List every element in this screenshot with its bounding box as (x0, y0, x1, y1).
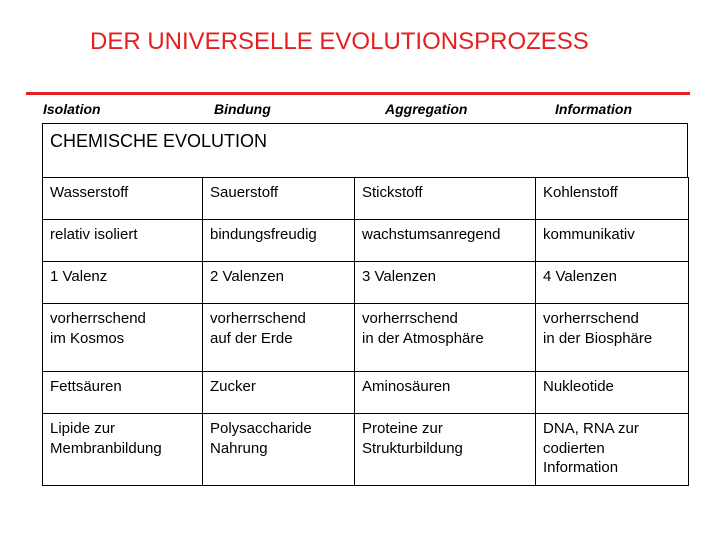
table-cell: Lipide zur Membranbildung (43, 414, 203, 486)
table-cell: Polysaccharide Nahrung (203, 414, 355, 486)
evolution-table (42, 177, 689, 486)
table-cell: DNA, RNA zur codierten Information (536, 414, 689, 486)
table-cell: 2 Valenzen (203, 262, 355, 304)
table-cell: 1 Valenz (43, 262, 203, 304)
table-cell: Sauerstoff (203, 178, 355, 220)
table-cell: 3 Valenzen (355, 262, 536, 304)
table-cell: Zucker (203, 372, 355, 414)
title-divider (26, 92, 690, 95)
table-cell: Nukleotide (536, 372, 689, 414)
table-cell: Proteine zur Strukturbildung (355, 414, 536, 486)
column-header-information: Information (555, 101, 632, 117)
table-cell: Stickstoff (355, 178, 536, 220)
table-row (43, 262, 689, 304)
table-cell: Aminosäuren (355, 372, 536, 414)
table-cell: kommunikativ (536, 220, 689, 262)
table-cell: vorherrschend in der Biosphäre (536, 304, 689, 372)
table-row (43, 220, 689, 262)
table-cell: Wasserstoff (43, 178, 203, 220)
table-cell: Fettsäuren (43, 372, 203, 414)
section-label: CHEMISCHE EVOLUTION (50, 131, 268, 151)
table-cell: Kohlenstoff (536, 178, 689, 220)
table-cell: 4 Valenzen (536, 262, 689, 304)
table-cell: bindungsfreudig (203, 220, 355, 262)
column-header-aggregation: Aggregation (385, 101, 468, 117)
column-header-bindung: Bindung (214, 101, 271, 117)
table-cell: vorherrschend in der Atmosphäre (355, 304, 536, 372)
table-row (43, 414, 689, 486)
table-cell: relativ isoliert (43, 220, 203, 262)
table-cell: vorherrschend auf der Erde (203, 304, 355, 372)
table-row (43, 372, 689, 414)
table-row (43, 304, 689, 372)
slide-title: DER UNIVERSELLE EVOLUTIONSPROZESS (90, 28, 589, 55)
column-header-isolation: Isolation (43, 101, 101, 117)
table-cell: vorherrschend im Kosmos (43, 304, 203, 372)
table-row (43, 178, 689, 220)
table-cell: wachstumsanregend (355, 220, 536, 262)
